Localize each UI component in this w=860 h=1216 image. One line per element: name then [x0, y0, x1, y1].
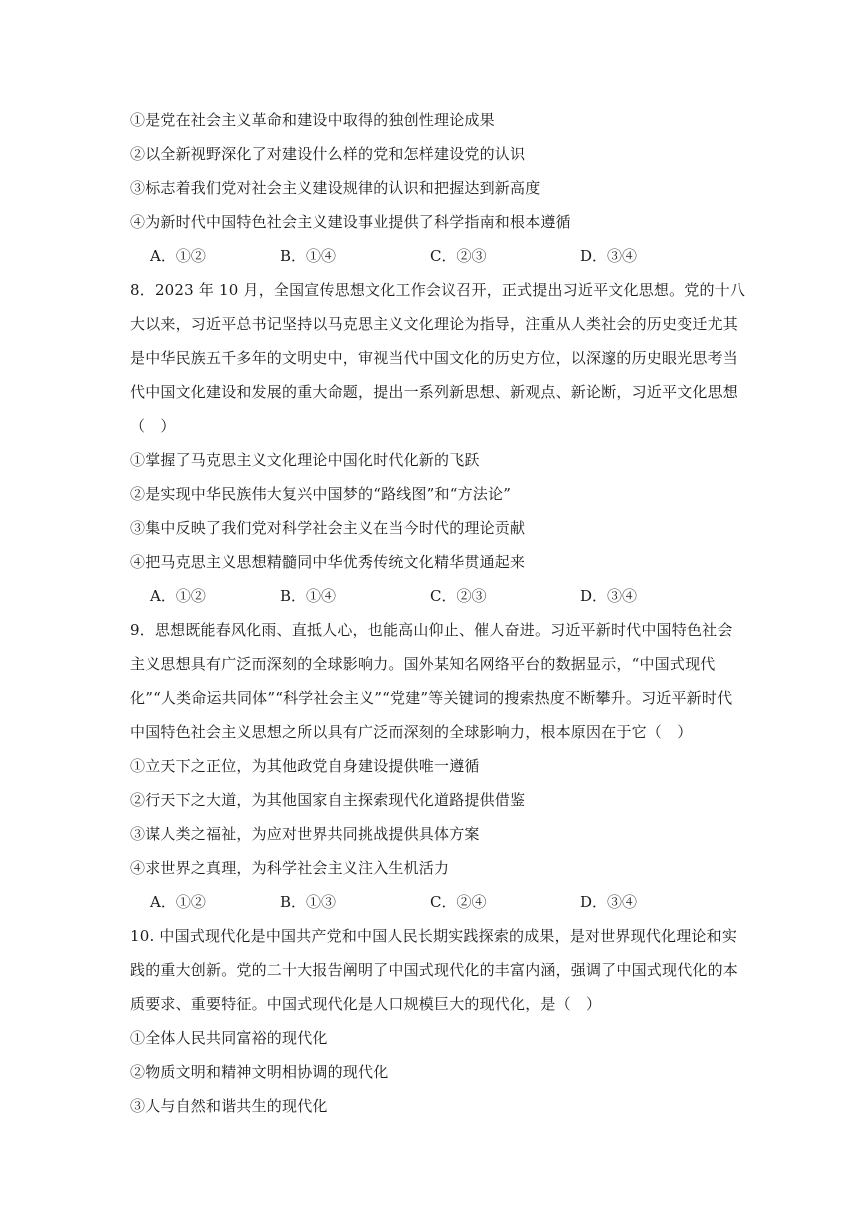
q10-stem-line-1: 10. 中国式现代化是中国共产党和中国人民长期实践探索的成果，是对世界现代化理论和实: [130, 927, 738, 945]
q7-item-2: ②以全新视野深化了对建设什么样的党和怎样建设党的认识: [130, 145, 526, 163]
q9-option-a[interactable]: A．①②: [150, 893, 206, 911]
q10-stem-line-2: 践的重大创新。党的二十大报告阐明了中国式现代化的丰富内涵，强调了中国式现代化的本: [130, 961, 739, 979]
q9-option-d[interactable]: D．③④: [580, 893, 638, 911]
q7-option-d[interactable]: D．③④: [580, 247, 638, 265]
q7-item-1: ①是党在社会主义革命和建设中取得的独创性理论成果: [130, 111, 495, 129]
q10-item-2: ②物质文明和精神文明相协调的现代化: [130, 1063, 389, 1081]
q7-item-4: ④为新时代中国特色社会主义建设事业提供了科学指南和根本遵循: [130, 213, 571, 231]
q10-item-3: ③人与自然和谐共生的现代化: [130, 1097, 328, 1115]
q8-stem-line-3: 是中华民族五千多年的文明史中，审视当代中国文化的历史方位，以深邃的历史眼光思考当: [130, 349, 739, 367]
q9-item-3: ③谋人类之福祉，为应对世界共同挑战提供具体方案: [130, 825, 480, 843]
q8-item-1: ①掌握了马克思主义文化理论中国化时代化新的飞跃: [130, 451, 480, 469]
q7-option-a[interactable]: A．①②: [150, 247, 206, 265]
q7-options: [150, 246, 750, 266]
q10-item-1: ①全体人民共同富裕的现代化: [130, 1029, 328, 1047]
q9-stem-line-3: 化”“人类命运共同体”“科学社会主义”“党建”等关键词的搜索热度不断攀升。习近平新时代: [130, 689, 733, 707]
q8-option-b[interactable]: B．①④: [280, 587, 337, 605]
q8-options: [150, 586, 750, 606]
q8-answer-blank: （ ）: [130, 417, 176, 435]
q8-item-3: ③集中反映了我们党对科学社会主义在当今时代的理论贡献: [130, 519, 526, 537]
q8-item-4: ④把马克思主义思想精髓同中华优秀传统文化精华贯通起来: [130, 553, 526, 571]
q9-item-4: ④求世界之真理，为科学社会主义注入生机活力: [130, 859, 450, 877]
q9-option-b[interactable]: B．①③: [280, 893, 337, 911]
q7-option-c[interactable]: C．②③: [430, 247, 487, 265]
q9-options: [150, 892, 750, 912]
q8-option-c[interactable]: C．②③: [430, 587, 487, 605]
q7-option-b[interactable]: B．①④: [280, 247, 337, 265]
q10-stem-line-3: 质要求、重要特征。中国式现代化是人口规模巨大的现代化，是（ ）: [130, 995, 602, 1013]
q8-stem-line-4: 代中国文化建设和发展的重大命题，提出一系列新思想、新观点、新论断，习近平文化思想: [130, 383, 739, 401]
q9-stem-line-4: 中国特色社会主义思想之所以具有广泛而深刻的全球影响力，根本原因在于它（ ）: [130, 723, 693, 741]
q9-item-1: ①立天下之正位，为其他政党自身建设提供唯一遵循: [130, 757, 480, 775]
q9-option-c[interactable]: C．②④: [430, 893, 487, 911]
q8-stem-line-2: 大以来，习近平总书记坚持以马克思主义文化理论为指导，注重从人类社会的历史变迁尤其: [130, 315, 739, 333]
q9-item-2: ②行天下之大道，为其他国家自主探索现代化道路提供借鉴: [130, 791, 526, 809]
q8-item-2: ②是实现中华民族伟大复兴中国梦的“路线图”和“方法论”: [130, 485, 512, 503]
q8-option-a[interactable]: A．①②: [150, 587, 206, 605]
q7-item-3: ③标志着我们党对社会主义建设规律的认识和把握达到新高度: [130, 179, 541, 197]
q9-stem-line-2: 主义思想具有广泛而深刻的全球影响力。国外某知名网络平台的数据显示，“中国式现代: [130, 655, 716, 673]
q8-stem-line-1: 8．2023 年 10 月，全国宣传思想文化工作会议召开，正式提出习近平文化思想。党的十八: [130, 281, 746, 299]
q8-option-d[interactable]: D．③④: [580, 587, 638, 605]
q9-stem-line-1: 9．思想既能春风化雨、直抵人心，也能高山仰止、催人奋进。习近平新时代中国特色社会: [130, 621, 733, 639]
